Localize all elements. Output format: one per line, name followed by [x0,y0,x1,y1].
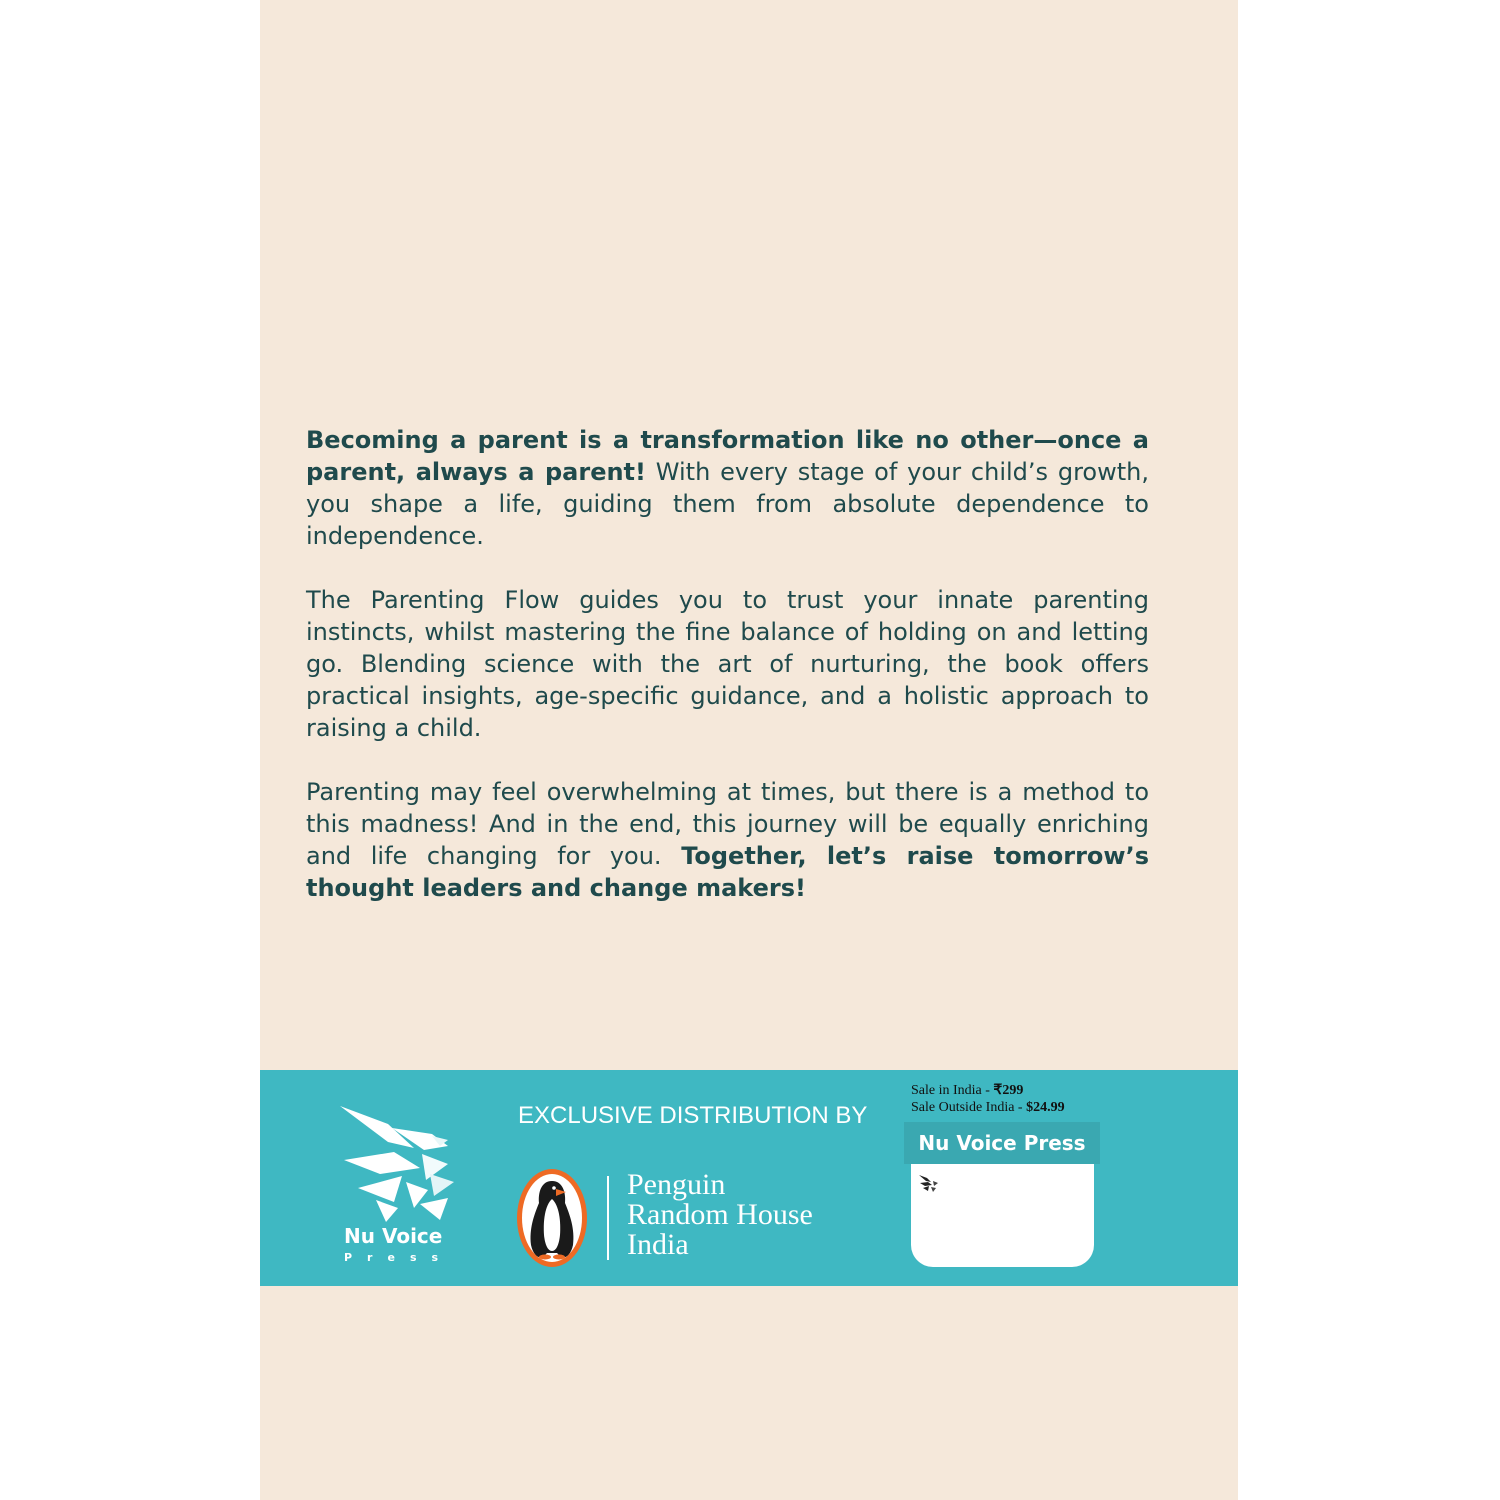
blurb-p3-rest: Parenting may feel overwhelming at times, but there is a method to this madness! And in the end, this journey will be equally enriching and life changing for you. [306,778,1149,870]
logo-divider [607,1176,609,1260]
publisher-name: Nu Voice [344,1224,443,1248]
prh-line-1: Penguin [627,1168,726,1201]
price-india-value: ₹299 [993,1083,1024,1098]
prh-line-3: India [627,1228,689,1261]
blurb-paragraph-3 [306,776,1149,904]
price-outside [911,1099,1065,1116]
blurb-paragraph-2: The Parenting Flow guides you to trust your innate parenting instincts, whilst mastering the fine balance of holding on and letting go. Blending science with the art of nurturing, the book offers practical insights, age-specific guidance, and a holistic approach to raising a child. [306,586,1149,742]
prh-line-2: Random House [627,1198,813,1231]
price-outside-label: Sale Outside India - [911,1100,1027,1115]
sticker-header: Nu Voice Press [904,1122,1100,1164]
price-india-label: Sale in India - [911,1083,994,1098]
book-back-cover [260,0,1238,1500]
publisher-band [260,1070,1238,1286]
price-block [911,1082,1065,1116]
price-outside-value: $24.99 [1026,1100,1065,1115]
penguin-random-house-wordmark [627,1170,813,1260]
price-india [911,1082,1065,1099]
blurb-p1-rest: With every stage of your child’s growth, you shape a life, guiding them from absolute dependence to independence. [306,458,1149,550]
blurb-paragraph-1 [306,424,1149,552]
blurb [306,424,1149,936]
publisher-subtitle: Press [344,1251,454,1264]
bird-icon [918,1174,940,1194]
penguin-icon [517,1169,587,1267]
blurb-p3-bold: Together, let’s raise tomorrow’s thought leaders and change makers! [306,842,1149,902]
bird-icon [336,1104,461,1239]
blurb-p1-bold: Becoming a parent is a transformation like no other—once a parent, always a parent! [306,426,1149,486]
distribution-label: EXCLUSIVE DISTRIBUTION BY [518,1102,868,1129]
